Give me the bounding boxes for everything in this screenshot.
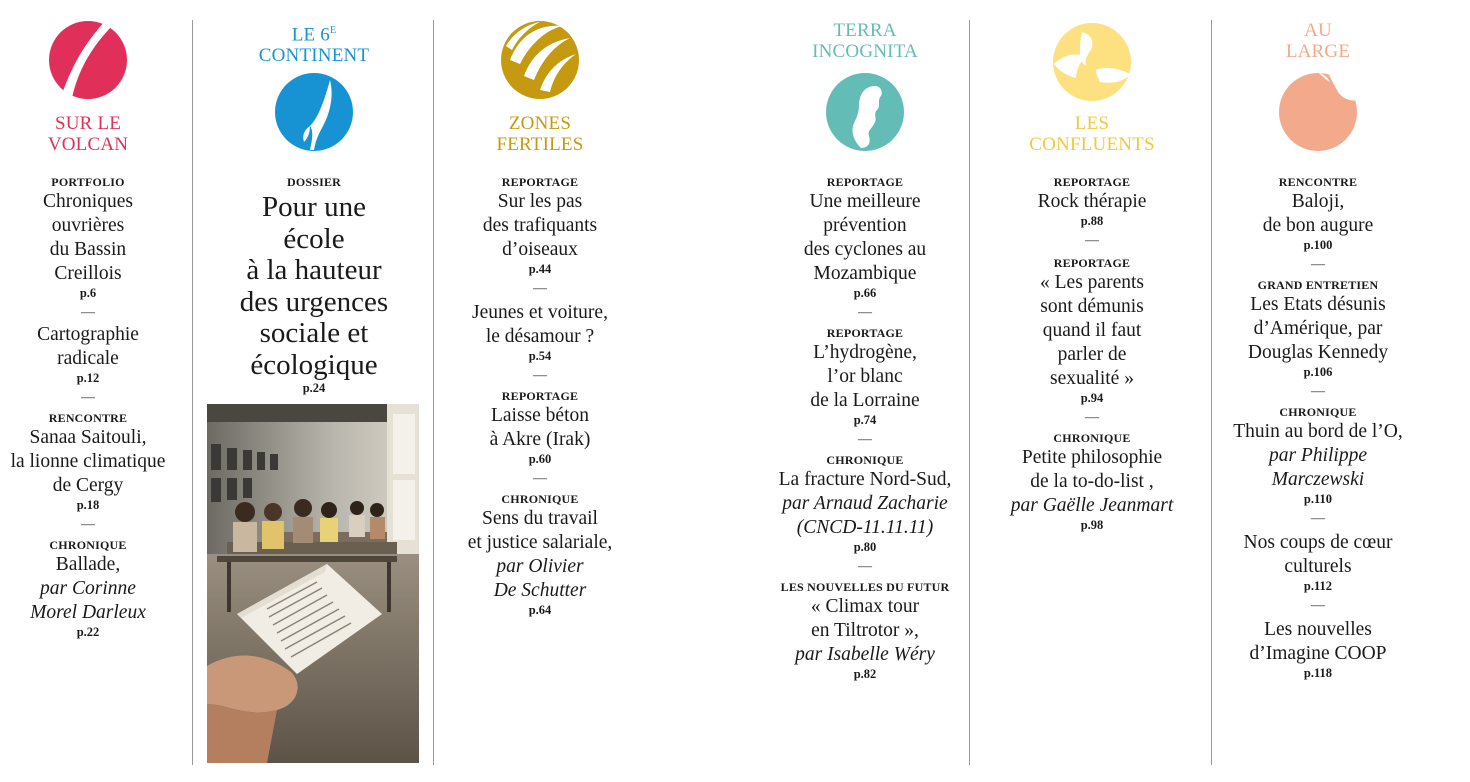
article-title: Petite philosophie de la to-do-list , par Gaëlle Jeanmart xyxy=(990,446,1194,518)
dossier-title: Pour une école à la hauteur des urgences sociale et écologique xyxy=(239,191,389,381)
dash-separator: — xyxy=(858,305,872,320)
author-line: (CNCD-11.11.11) xyxy=(796,517,934,538)
classroom-photo xyxy=(207,404,419,763)
article-title: Thuin au bord de l’O, par Philippe Marczewski xyxy=(1222,420,1414,492)
page-number: p.94 xyxy=(1080,391,1104,405)
rubric-label: PORTFOLIO xyxy=(51,175,125,189)
page-number: p.12 xyxy=(76,371,100,385)
rubric-label: DOSSIER xyxy=(286,175,342,189)
dash-separator: — xyxy=(81,390,95,405)
article-entry[interactable] xyxy=(0,323,176,385)
article-list xyxy=(990,172,1194,535)
article-entry[interactable] xyxy=(0,174,176,300)
rubric-label: REPORTAGE xyxy=(1053,256,1131,270)
article-entry[interactable] xyxy=(204,174,424,395)
rubric-label: CHRONIQUE xyxy=(49,538,127,552)
page-number: p.80 xyxy=(853,540,877,554)
author-line: par Philippe xyxy=(1268,445,1368,466)
article-title: « Les parents sont démunis quand il faut parler de sexualité » xyxy=(1040,272,1144,389)
page-number: p.22 xyxy=(76,625,100,639)
article-entry[interactable] xyxy=(760,452,970,554)
rubric-label: CHRONIQUE xyxy=(1053,431,1131,445)
fertile-zones-icon xyxy=(500,20,580,100)
page-number: p.98 xyxy=(1080,518,1104,532)
article-title: Une meilleure prévention des cyclones au Mozambique xyxy=(803,191,927,284)
rubric-label: RENCONTRE xyxy=(48,411,128,425)
article-title: Les Etats désunis d’Amérique, par Douglas Kennedy xyxy=(1247,294,1389,363)
article-entry[interactable] xyxy=(1222,404,1414,506)
author-line: par Gaëlle Jeanmart xyxy=(1010,495,1174,516)
article-entry[interactable] xyxy=(448,491,632,617)
article-title: Nos coups de cœur culturels xyxy=(1243,532,1393,577)
article-title: Ballade, par Corinne Morel Darleux xyxy=(0,553,176,625)
article-entry[interactable] xyxy=(990,174,1194,228)
column-separator xyxy=(433,20,434,765)
rubric-label: REPORTAGE xyxy=(826,326,904,340)
column-separator xyxy=(1211,20,1212,765)
article-entry[interactable] xyxy=(448,174,632,276)
article-entry[interactable] xyxy=(1222,174,1414,252)
page-number: p.66 xyxy=(853,286,877,300)
article-entry[interactable] xyxy=(760,325,970,427)
author-line: par Isabelle Wéry xyxy=(795,644,935,665)
page-number: p.54 xyxy=(528,349,552,363)
volcano-icon xyxy=(48,20,128,100)
article-list xyxy=(0,172,176,642)
article-list xyxy=(448,172,632,620)
article-entry[interactable] xyxy=(0,537,176,639)
article-title: L’hydrogène, l’or blanc de la Lorraine xyxy=(810,342,920,411)
page-number: p.6 xyxy=(79,286,97,300)
rubric-label: LES NOUVELLES DU FUTUR xyxy=(780,580,950,594)
article-title: Cartographie radicale xyxy=(37,324,139,369)
page-number: p.24 xyxy=(302,381,326,395)
article-title: Rock thérapie xyxy=(1037,191,1147,212)
article-entry[interactable] xyxy=(1222,531,1414,593)
dash-separator: — xyxy=(1311,384,1325,399)
page-number: p.118 xyxy=(1303,666,1333,680)
dash-separator: — xyxy=(1311,511,1325,526)
page-number: p.74 xyxy=(853,413,877,427)
article-entry[interactable] xyxy=(448,301,632,363)
page-number: p.106 xyxy=(1303,365,1333,379)
page-number: p.64 xyxy=(528,603,552,617)
section-title: TERRA INCOGNITA xyxy=(812,20,918,62)
section-title: ZONES FERTILES xyxy=(496,113,584,155)
article-title: Sur les pas des trafiquants d’oiseaux xyxy=(482,191,598,260)
column-separator xyxy=(192,20,193,765)
article-title: Sens du travail et justice salariale, par Olivier De Schutter xyxy=(448,507,632,603)
rubric-label: CHRONIQUE xyxy=(826,453,904,467)
author-line: par Corinne xyxy=(40,578,136,599)
dash-separator: — xyxy=(1085,233,1099,248)
author-line: par Olivier xyxy=(496,556,584,577)
section-title: LES CONFLUENTS xyxy=(1029,113,1155,155)
rubric-label: REPORTAGE xyxy=(501,389,579,403)
article-entry[interactable] xyxy=(760,174,970,300)
rubric-label: REPORTAGE xyxy=(826,175,904,189)
author-line: Morel Darleux xyxy=(30,602,146,623)
au-large-icon xyxy=(1278,72,1358,152)
author-line: par Arnaud Zacharie xyxy=(782,493,948,514)
terra-incognita-icon xyxy=(825,72,905,152)
page-number: p.112 xyxy=(1303,579,1333,593)
section-title: LE $6^E$ CONTINENT xyxy=(258,24,370,67)
page-number: p.100 xyxy=(1303,238,1333,252)
article-list xyxy=(204,172,424,398)
article-entry[interactable] xyxy=(990,255,1194,405)
rubric-label: RENCONTRE xyxy=(1278,175,1358,189)
article-title: Sanaa Saitouli, la lionne climatique de Cergy xyxy=(10,427,166,496)
section-title: SUR LE VOLCAN xyxy=(47,113,129,155)
dash-separator: — xyxy=(533,471,547,486)
dash-separator: — xyxy=(1311,598,1325,613)
dash-separator: — xyxy=(81,517,95,532)
article-title: Chroniques ouvrières du Bassin Creillois xyxy=(43,191,133,284)
article-title: Jeunes et voiture, le désamour ? xyxy=(472,302,608,347)
page-number: p.110 xyxy=(1303,492,1333,506)
dash-separator: — xyxy=(1311,257,1325,272)
article-entry[interactable] xyxy=(760,579,970,681)
article-entry[interactable] xyxy=(1222,618,1414,680)
article-title: Baloji, de bon augure xyxy=(1262,191,1374,236)
article-entry[interactable] xyxy=(1222,277,1414,379)
article-title: Laisse béton à Akre (Irak) xyxy=(489,405,591,450)
article-list xyxy=(1222,172,1414,683)
article-entry[interactable] xyxy=(990,430,1194,532)
page-number: p.82 xyxy=(853,667,877,681)
dash-separator: — xyxy=(533,281,547,296)
article-entry[interactable] xyxy=(0,410,176,512)
dash-separator: — xyxy=(81,305,95,320)
article-title: La fracture Nord-Sud, par Arnaud Zacharie (CNCD-11.11.11) xyxy=(760,468,970,540)
article-title: « Climax tour en Tiltrotor », par Isabelle Wéry xyxy=(760,595,970,667)
dash-separator: — xyxy=(1085,410,1099,425)
continent-icon xyxy=(274,72,354,152)
article-entry[interactable] xyxy=(448,388,632,466)
dash-separator: — xyxy=(858,559,872,574)
rubric-label: CHRONIQUE xyxy=(501,492,579,506)
article-list xyxy=(760,172,970,684)
author-line: De Schutter xyxy=(493,580,587,601)
rubric-label: REPORTAGE xyxy=(501,175,579,189)
section-title: AU LARGE xyxy=(1285,20,1351,62)
page-number: p.44 xyxy=(528,262,552,276)
dash-separator: — xyxy=(533,368,547,383)
rubric-label: GRAND ENTRETIEN xyxy=(1257,278,1379,292)
rubric-label: CHRONIQUE xyxy=(1279,405,1357,419)
dash-separator: — xyxy=(858,432,872,447)
author-line: Marczewski xyxy=(1271,469,1365,490)
confluents-icon xyxy=(1052,22,1132,102)
page-number: p.18 xyxy=(76,498,100,512)
page-number: p.60 xyxy=(528,452,552,466)
article-title: Les nouvelles d’Imagine COOP xyxy=(1249,619,1387,664)
page-number: p.88 xyxy=(1080,214,1104,228)
rubric-label: REPORTAGE xyxy=(1053,175,1131,189)
